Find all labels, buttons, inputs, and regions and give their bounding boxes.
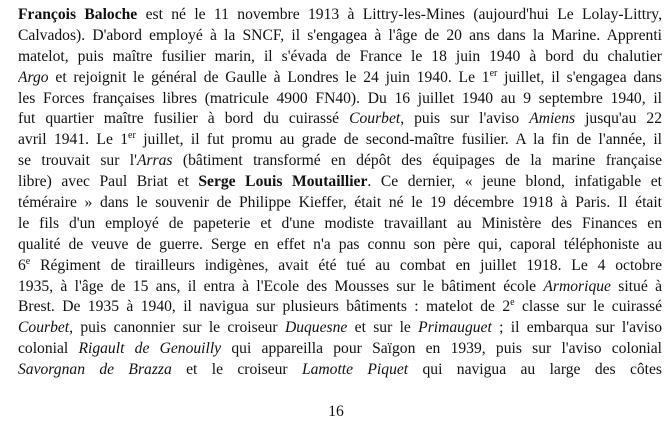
text-run: 1935, à l'âge de 15 ans, il entra à l'Ecole des Mousses sur le bâtiment école — [18, 277, 544, 295]
text-line — [18, 339, 662, 360]
text-run: qui appareilla pour Saïgon en 1939, puis sur l'aviso colonial — [221, 340, 662, 358]
text-run: colonial — [18, 340, 79, 358]
text-run: et rejoignit le général de Gaulle à Londres le 24 juin 1940. Le 1 — [48, 68, 490, 86]
italic-name: Arras — [136, 152, 173, 170]
text-run: les Forces françaises libres (matricule 4900 FN40). Du 16 juillet 1940 au 9 septembre 1940, il — [18, 89, 662, 107]
italic-name: Primauguet — [418, 319, 492, 337]
italic-name: Armorique — [543, 277, 611, 295]
text-line — [18, 318, 662, 339]
text-run: le fils d'un employé de papeterie et d'une modiste travaillant au Ministère des Finances en — [18, 214, 662, 232]
text-run: et sur le — [347, 319, 419, 337]
text-run: libre) avec Paul Briat et — [18, 173, 199, 191]
italic-name: Duquesne — [284, 319, 348, 337]
text-run: , puis sur l'aviso — [400, 110, 530, 128]
italic-name: Courbet — [18, 319, 70, 337]
text-line — [18, 193, 662, 214]
text-run: 6 — [18, 256, 26, 274]
italic-name: Lamotte Piquet — [301, 361, 409, 379]
text-run: jusqu'au 22 — [575, 110, 662, 128]
bold-name: François Baloche — [18, 6, 138, 23]
text-line — [18, 47, 662, 68]
text-run: matelot, puis maître fusilier marin, il s'évada de France le 18 juin 1940 à bord du chalutier — [18, 47, 662, 65]
superscript: e — [510, 297, 515, 309]
italic-name: Argo — [18, 68, 49, 86]
text-run: qui navigua au large des côtes — [408, 361, 662, 379]
text-line — [18, 214, 662, 235]
text-run: juillet, il s'engagea dans — [497, 68, 662, 86]
text-run: (bâtiment transformé en dépôt des équipages de la marine française — [172, 152, 662, 170]
superscript: e — [25, 255, 31, 267]
text-run: se trouvait sur l' — [18, 152, 137, 170]
text-line — [18, 297, 662, 318]
italic-name: Savorgnan de Brazza — [18, 361, 172, 379]
text-line — [18, 172, 662, 193]
text-run: fut quartier maître fusilier à bord du cuirassé — [18, 110, 350, 128]
superscript: er — [489, 67, 498, 79]
superscript: er — [128, 130, 136, 142]
text-line — [18, 109, 662, 130]
text-line — [18, 235, 662, 256]
text-run: juillet, il fut promu au grade de second-maître fusilier. A la fin de l'année, il — [135, 131, 662, 149]
text-line — [18, 360, 662, 381]
italic-name: Courbet — [349, 110, 401, 128]
text-line — [18, 130, 662, 151]
text-line — [18, 5, 662, 26]
italic-name: Rigault de Genouilly — [78, 340, 222, 358]
text-run: est né le 11 novembre 1913 à Littry-les-Mines (aujourd'hui Le Lolay-Littry, — [137, 6, 662, 23]
text-run: et le croiseur — [171, 361, 302, 379]
text-line — [18, 277, 662, 298]
text-run: situé à — [610, 277, 662, 295]
text-line — [18, 26, 662, 47]
text-line — [18, 68, 662, 89]
text-run: avril 1941. Le 1 — [18, 131, 129, 149]
text-run: téméraire » dans le souvenir de Philippe Kieffer, était né le 19 décembre 1918 à Paris. Il était — [18, 194, 662, 212]
text-line — [18, 151, 662, 172]
page-number: 16 — [328, 403, 344, 420]
text-run: qualité de veuve de guerre. Serge en effet n'a pas connu son père qui, caporal téléphoniste au — [18, 235, 662, 253]
italic-name: Amiens — [529, 110, 576, 128]
text-run: Régiment de tirailleurs indigènes, avait été tué au combat en juillet 1918. Le 4 octobre — [30, 256, 662, 274]
text-line — [18, 89, 662, 110]
text-run: ; il embarqua sur l'aviso — [491, 319, 662, 337]
text-run: . Ce dernier, « jeune blond, infatigable et — [367, 173, 662, 191]
text-run: Brest. De 1935 à 1940, il navigua sur plusieurs bâtiments : matelot de 2 — [18, 298, 511, 316]
text-run: , puis canonnier sur le croiseur — [69, 319, 285, 337]
text-run: Calvados). D'abord employé à la SNCF, il s'engagea à l'âge de 20 ans dans la Marine. Apprenti — [18, 26, 662, 44]
bold-name: Serge Louis Moutaillier — [198, 173, 368, 191]
text-run: classe sur le cuirassé — [514, 298, 662, 316]
text-line — [18, 256, 662, 277]
body-paragraph — [18, 5, 662, 381]
